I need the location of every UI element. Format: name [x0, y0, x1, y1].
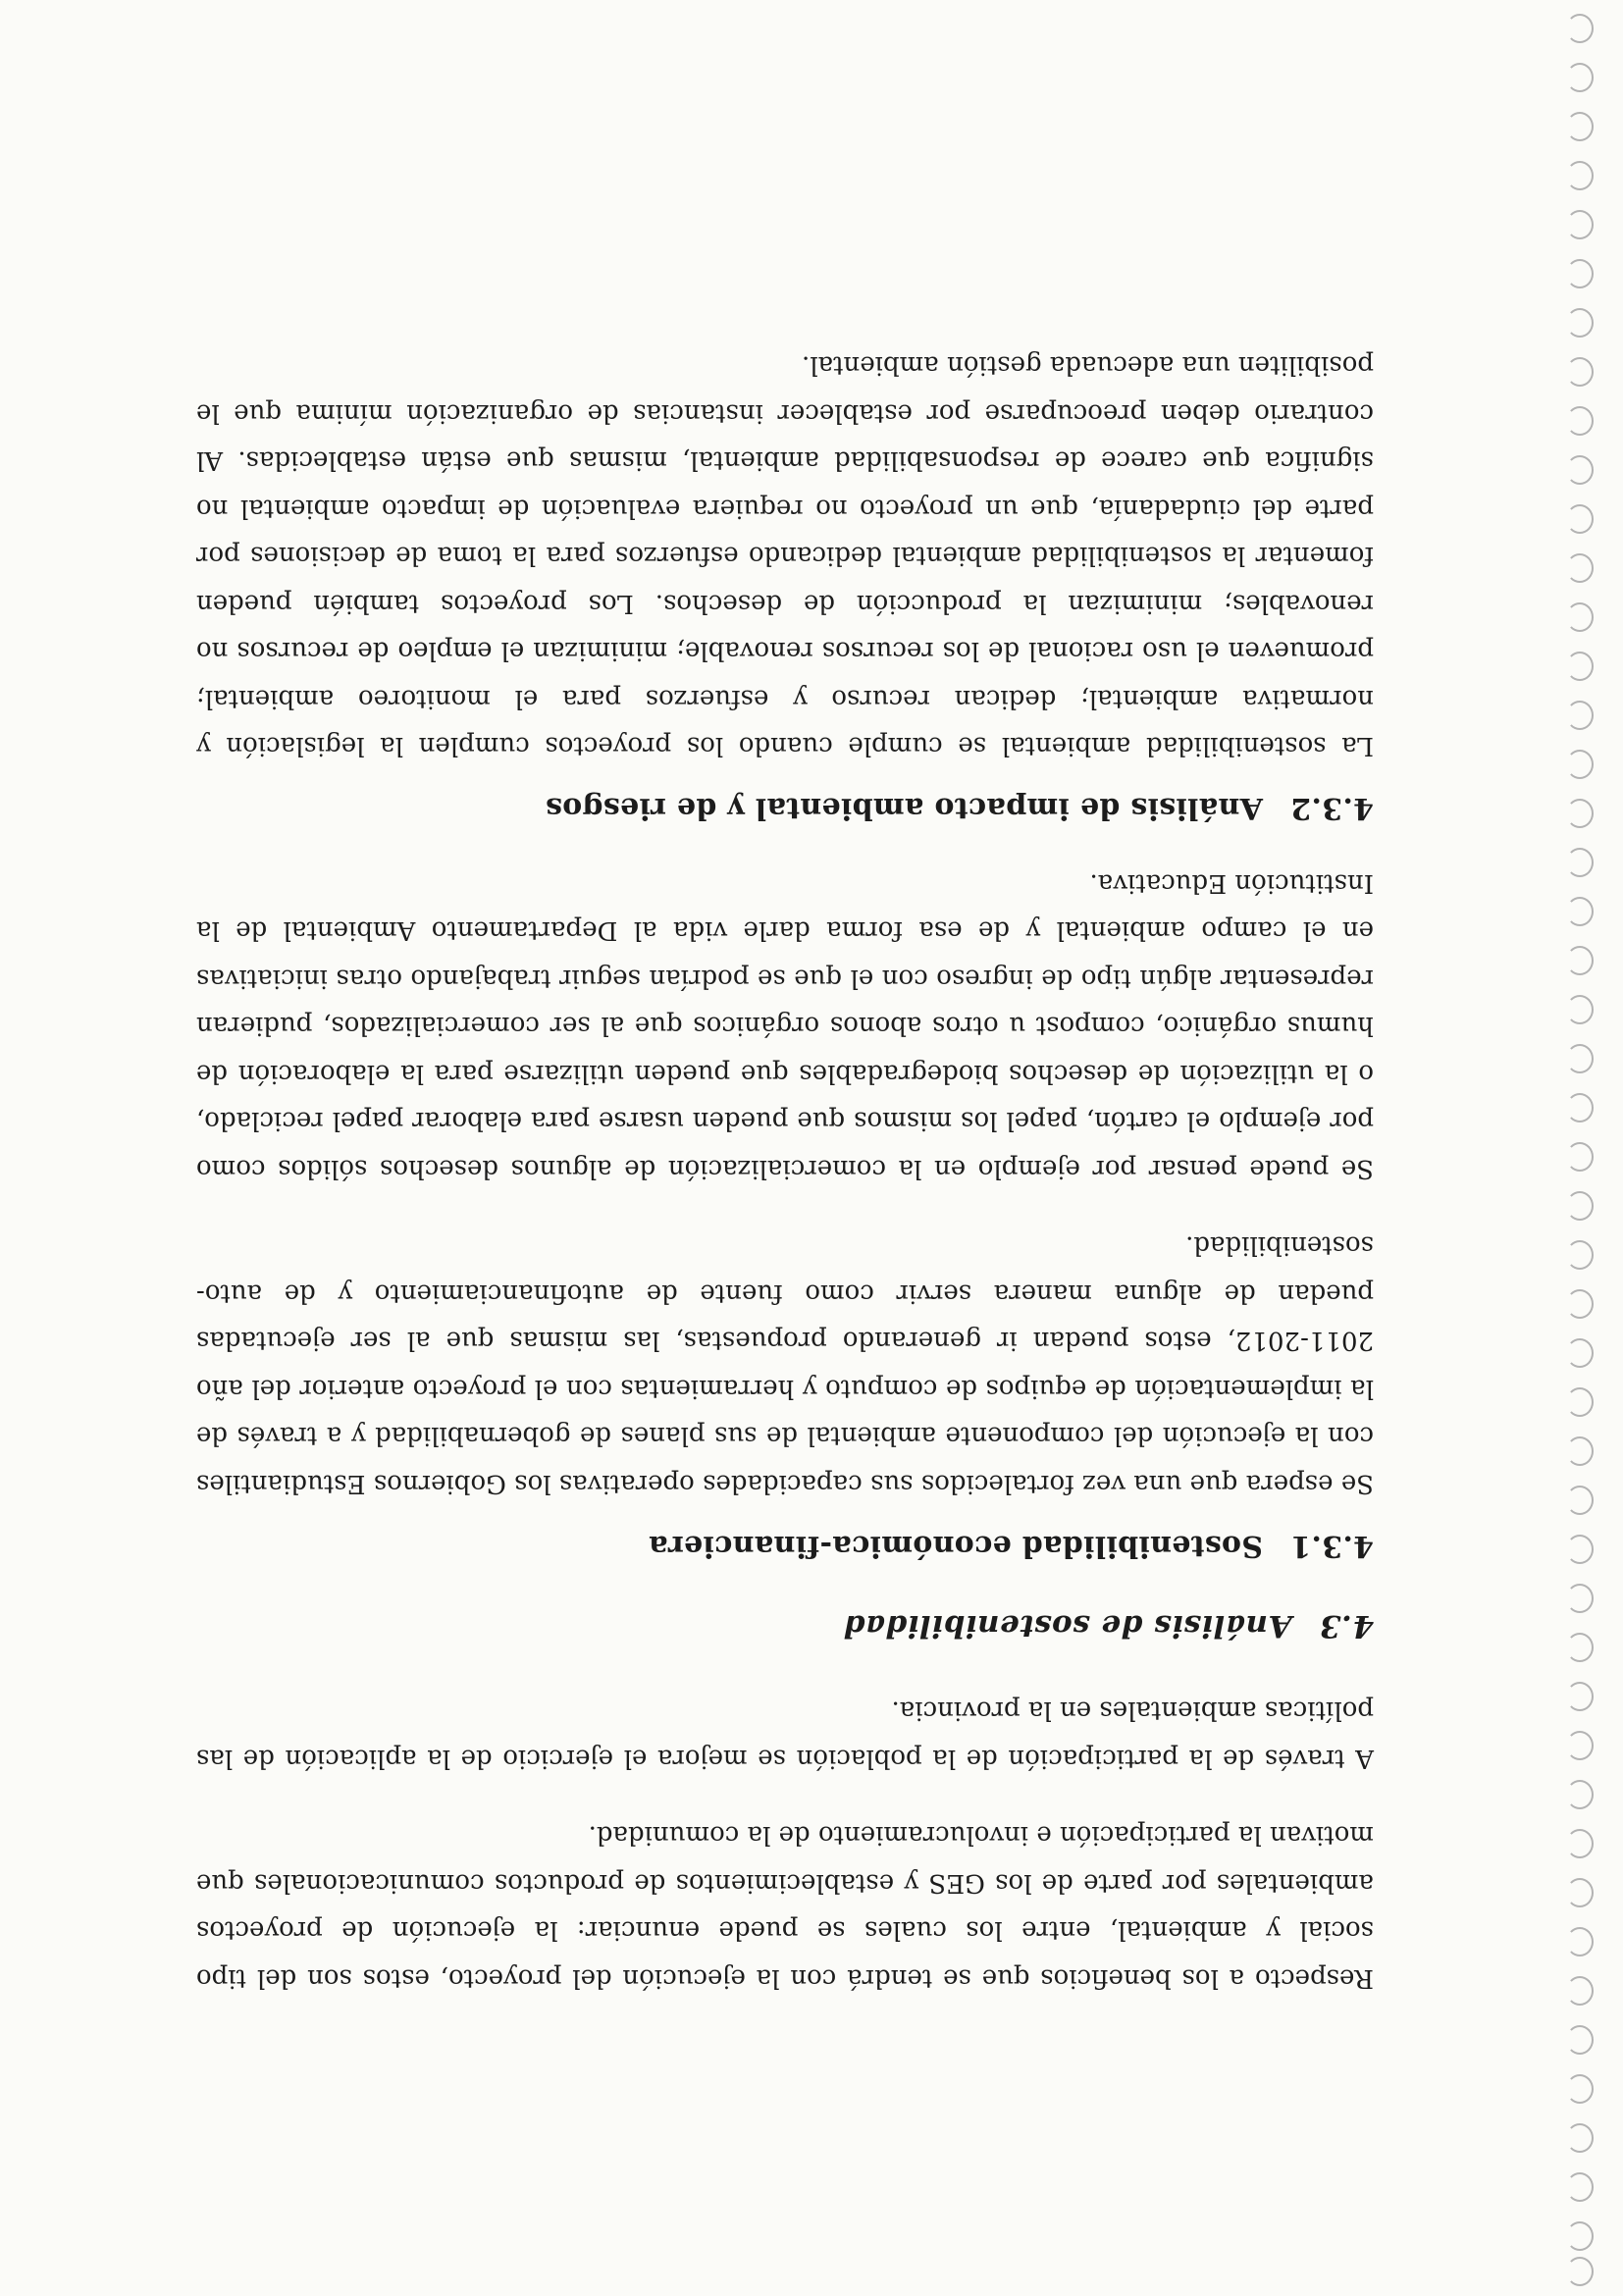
section-title: Análisis de impacto ambiental y de riesgos [545, 791, 1263, 826]
paragraph-benefits: Respecto a los beneficios que se tendrá con la ejecución del proyecto, estos son del tipo social y ambiental, entre los cuales se puede enunciar: la ejecución de proyectos ambientales por parte de los GES y establecimientos de productos comunicacionales que motivan la participación e involucramiento de la comunidad. [196, 1820, 1374, 1993]
section-title: Sostenibilidad económica-financiera [648, 1529, 1263, 1563]
paragraph-autofinanciamiento: Se espera que una vez fortalecidos sus capacidades operativas los Gobiernos Estudiantiles con la ejecución del componente ambiental de sus planes de gobernabilidad y a través de la implementación de equipos de computo y herramientas con el proyecto anterior del año 2011-2012, estos puedan ir generando propuestas, las mismas que al ser ejecutadas puedan de alguna manera servir como fuente de autofinanciamiento y de auto-sostenibilidad. [196, 1230, 1374, 1498]
section-heading-4-3-2 [196, 792, 1374, 826]
section-number: 4.3 [1319, 1608, 1374, 1644]
section-heading-4-3-1 [196, 1529, 1374, 1563]
paragraph-comercializacion: Se puede pensar por ejemplo en la comercialización de algunos desechos sólidos como por ejemplo el cartón, papel los mismos que pueden usarse para elaborar papel reciclado, o la utilización de desechos biodegradables que pueden utilizarse para la elaboración de humus orgánico, compost u otros abonos orgánicos que al ser comercializados, pudieran representar algún tipo de ingreso con el que se podrían seguir trabajando otras iniciativas en el campo ambiental y de esa forma darle vida al Departamento Ambiental de la Institución Educativa. [196, 868, 1374, 1183]
section-title: Análisis de sostenibilidad [843, 1608, 1292, 1644]
paragraph-participation: A través de la participación de la población se mejora el ejercicio de la aplicación de las políticas ambientales en la provincia. [196, 1696, 1374, 1773]
section-number: 4.3.1 [1289, 1529, 1374, 1563]
section-heading-4-3 [196, 1608, 1374, 1644]
paragraph-sostenibilidad-ambiental: La sostenibilidad ambiental se cumple cuando los proyectos cumplen la legislación y normativa ambiental; dedican recurso y esfuerzos para el monitoreo ambiental; promueven el uso racional de los recursos renovable; minimizan el empleo de recursos no renovables; minimizan la producción de desechos. Los proyectos también pueden fomentar la sostenibilidad ambiental dedicando esfuerzos para la toma de decisiones por parte del ciudadanía, que un proyecto no requiera evaluación de impacto ambiental no significa que carece de responsabilidad ambiental, mismas que están establecidas. Al contrario deben preocuparse por establecer instancias de organización mínima que le posibiliten una adecuada gestión ambiental. [196, 350, 1374, 761]
binder-holes [1556, 0, 1615, 2296]
section-number: 4.3.2 [1289, 791, 1374, 826]
upside-down-text-block [196, 312, 1374, 2002]
